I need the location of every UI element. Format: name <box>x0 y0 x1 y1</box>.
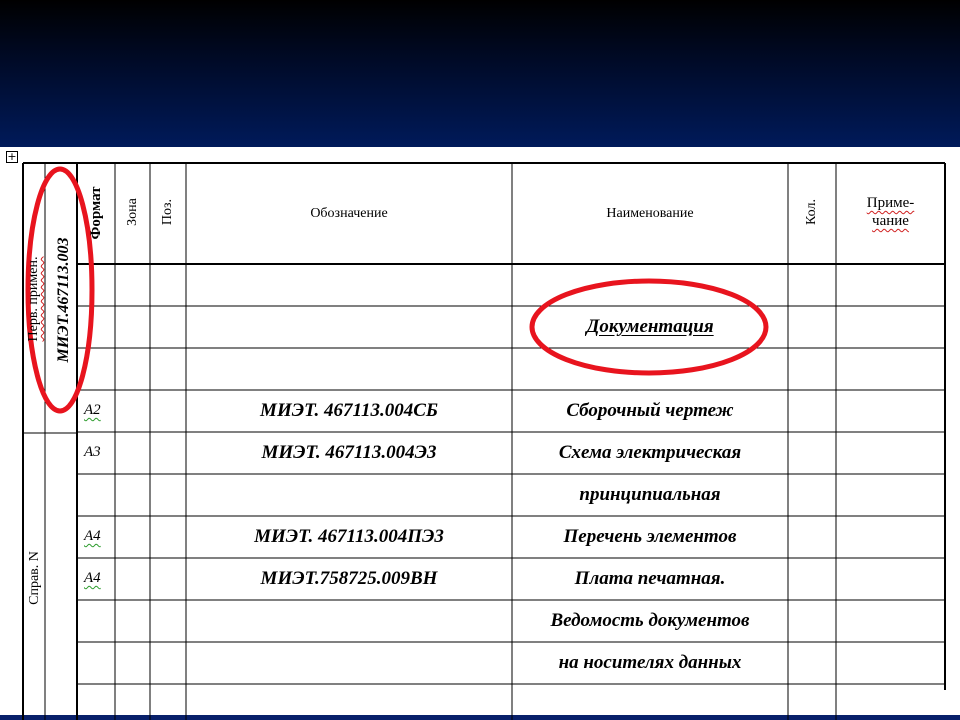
header-position: Поз. <box>160 198 175 226</box>
section-title-documentation: Документация <box>586 316 714 337</box>
header-note-line1: Приме- <box>866 195 915 211</box>
header-note-line2: чание <box>872 213 909 229</box>
row-name: на носителях данных <box>558 652 742 673</box>
row-name: Сборочный чертеж <box>566 400 734 421</box>
first-use-label: Перв. примен. <box>26 256 41 342</box>
row-format: А4 <box>84 570 101 586</box>
row-designation: МИЭТ. 467113.004ПЭ3 <box>254 526 444 547</box>
header-format: Формат <box>88 186 104 240</box>
header-zone: Зона <box>125 198 140 226</box>
header-name: Наименование <box>606 206 694 221</box>
row-designation: МИЭТ.758725.009ВН <box>260 568 438 589</box>
header-quantity: Кол. <box>804 199 819 225</box>
row-name: Перечень элементов <box>563 526 737 547</box>
row-name: Схема электрическая <box>558 442 742 463</box>
first-use-value: МИЭТ.467113.003 <box>55 237 72 363</box>
row-format: А2 <box>84 402 101 418</box>
row-format: А4 <box>84 528 101 544</box>
reference-label: Справ. N <box>27 551 42 605</box>
row-designation: МИЭТ. 467113.004СБ <box>260 400 438 421</box>
row-name: принципиальная <box>579 484 721 505</box>
row-name: Ведомость документов <box>550 610 750 631</box>
row-name: Плата печатная. <box>574 568 726 589</box>
row-designation: МИЭТ. 467113.004Э3 <box>261 442 437 463</box>
header-note <box>836 194 945 230</box>
header-designation: Обозначение <box>310 206 388 221</box>
table-move-handle-icon[interactable]: + <box>7 150 17 163</box>
row-format: А3 <box>84 444 101 460</box>
